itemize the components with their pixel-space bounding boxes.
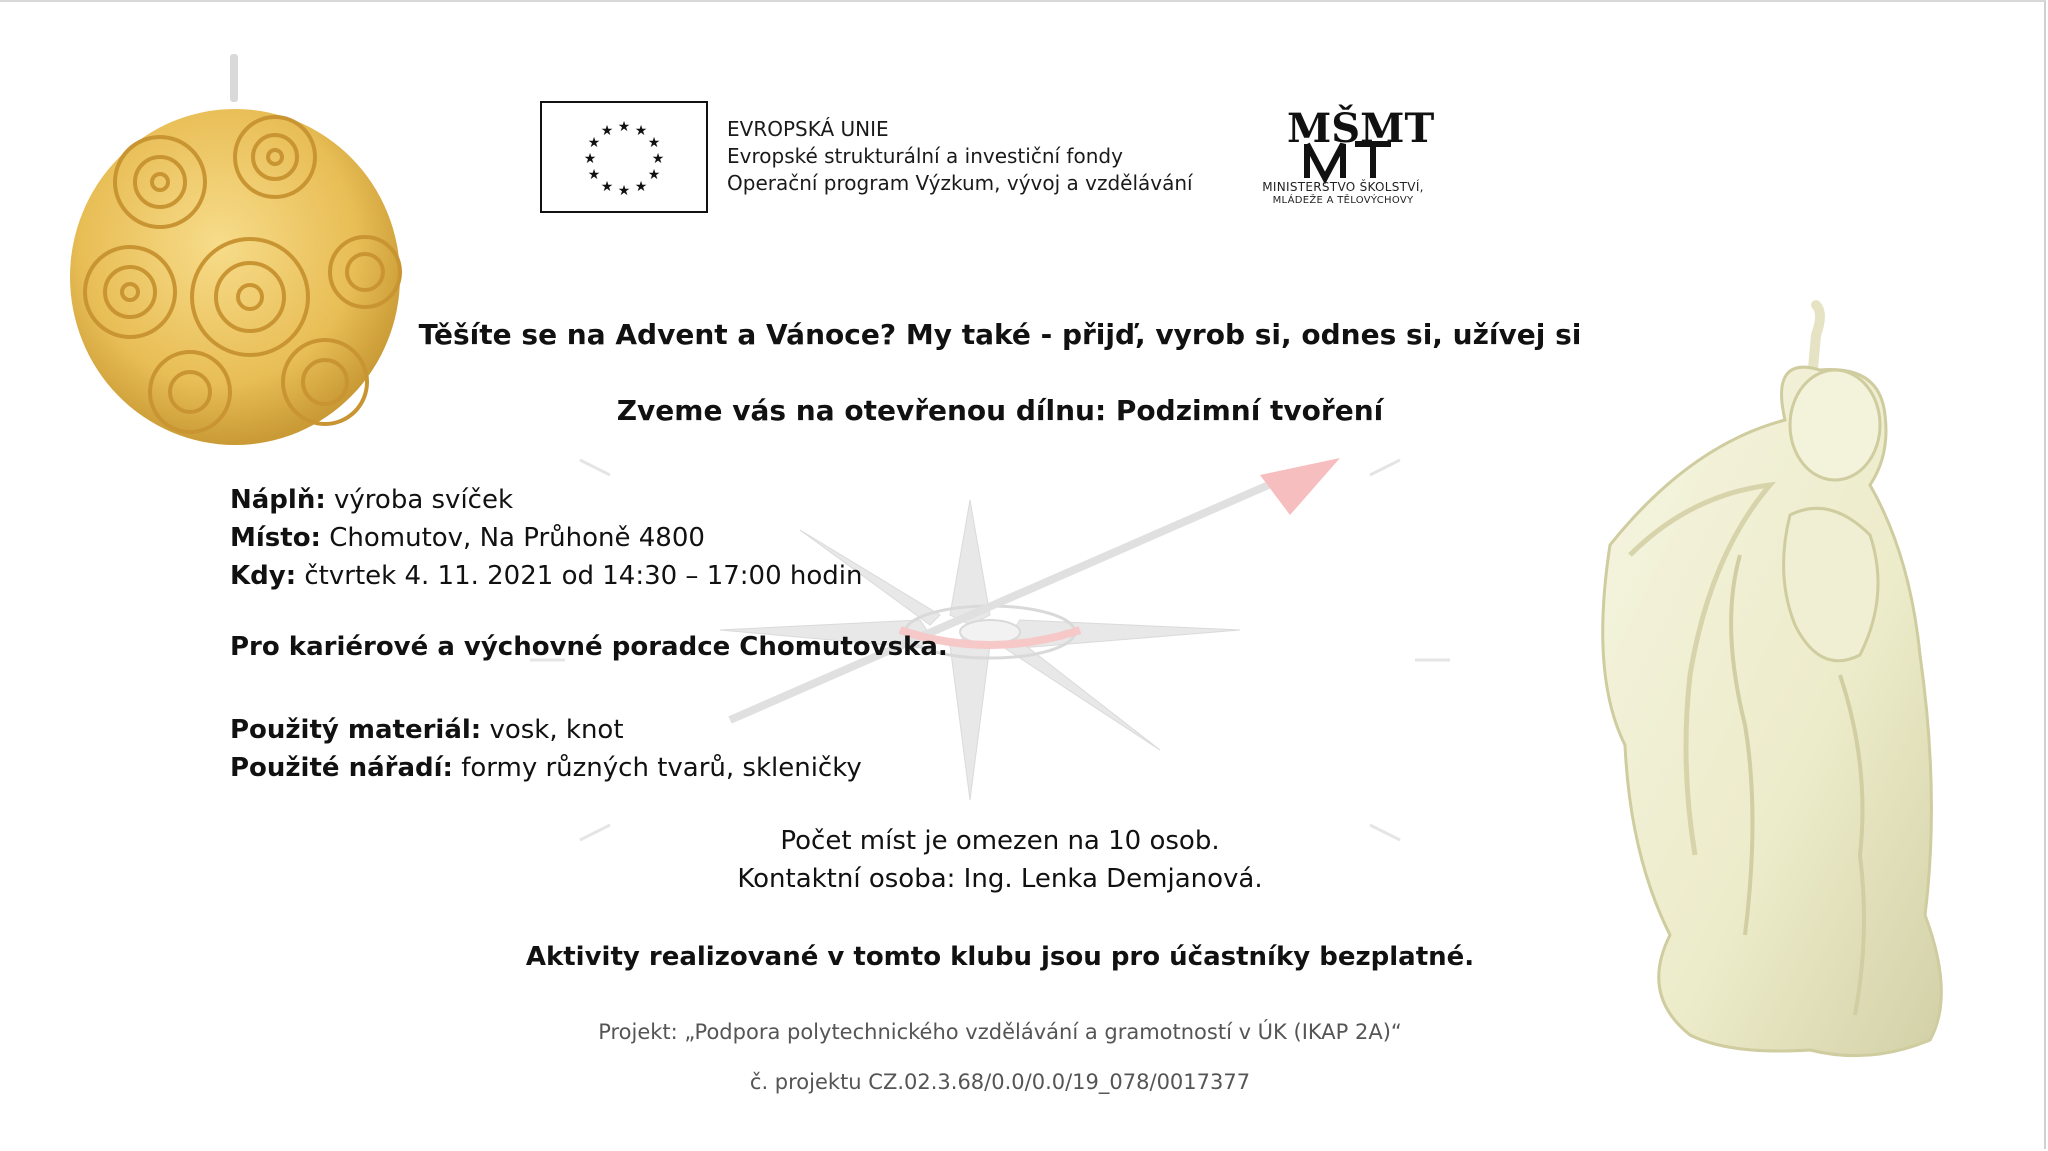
materials-info: [230, 711, 862, 787]
rose-ball-candle-image: [60, 52, 410, 452]
free-activities-note: Aktivity realizované v tomto klubu jsou pro účastníky bezplatné.: [525, 942, 1475, 972]
audience-line: Pro kariérové a výchovné poradce Chomutovska.: [230, 632, 948, 662]
eu-flag-icon: [540, 101, 708, 213]
content-row: [230, 481, 863, 519]
place-label: Místo:: [230, 523, 321, 553]
eu-line-1: EVROPSKÁ UNIE: [727, 117, 889, 141]
content-label: Náplň:: [230, 485, 326, 515]
when-value: čtvrtek 4. 11. 2021 od 14:30 – 17:00 hodin: [296, 561, 863, 591]
svg-text:★: ★: [647, 135, 661, 151]
content-value: výroba svíček: [325, 485, 514, 515]
place-value: Chomutov, Na Průhoně 4800: [320, 523, 705, 553]
contact-person: Kontaktní osoba: Ing. Lenka Demjanová.: [737, 864, 1263, 894]
project-name: Projekt: „Podpora polytechnického vzdělávání a gramotností v ÚK (IKAP 2A)“: [598, 1020, 1402, 1044]
svg-text:★: ★: [600, 179, 614, 195]
event-details: [230, 481, 863, 595]
tools-value: formy různých tvarů, skleničky: [452, 753, 862, 783]
tools-row: [230, 749, 862, 787]
svg-text:MŠMT: MŠMT: [1287, 105, 1435, 152]
material-label: Použitý materiál:: [230, 715, 482, 745]
project-number: č. projektu CZ.02.3.68/0.0/0.0/19_078/0017377: [749, 1070, 1251, 1094]
eu-line-2: Evropské strukturální a investiční fondy: [727, 144, 1123, 168]
svg-text:★: ★: [651, 151, 665, 167]
svg-text:★: ★: [587, 167, 601, 183]
tools-label: Použité nářadí:: [230, 753, 453, 783]
svg-text:★: ★: [617, 119, 631, 135]
svg-text:★: ★: [634, 123, 648, 139]
svg-text:★: ★: [587, 135, 601, 151]
subheadline: Zveme vás na otevřenou dílnu: Podzimní tvoření: [616, 394, 1384, 427]
eu-line-3: Operační program Výzkum, vývoj a vzdělávání: [727, 171, 1193, 195]
msmt-line-1: MINISTERSTVO ŠKOLSTVÍ,: [1262, 180, 1424, 194]
eu-logo-text: [727, 116, 1193, 197]
svg-text:★: ★: [617, 183, 631, 199]
capacity-note: Počet míst je omezen na 10 osob.: [780, 826, 1220, 856]
material-row: [230, 711, 862, 749]
msmt-logo-caption: [1233, 181, 1453, 207]
svg-text:★: ★: [634, 179, 648, 195]
when-row: [230, 557, 863, 595]
svg-text:★: ★: [647, 167, 661, 183]
material-value: vosk, knot: [481, 715, 624, 745]
svg-text:★: ★: [583, 151, 597, 167]
svg-text:★: ★: [600, 123, 614, 139]
msmt-logo-icon: [1285, 104, 1435, 182]
place-row: [230, 519, 863, 557]
headline: Těšíte se na Advent a Vánoce? My také - přijď, vyrob si, odnes si, užívej si: [418, 318, 1582, 351]
when-label: Kdy:: [230, 561, 297, 591]
msmt-line-2: MLÁDEŽE A TĚLOVÝCHOVY: [1272, 195, 1414, 206]
